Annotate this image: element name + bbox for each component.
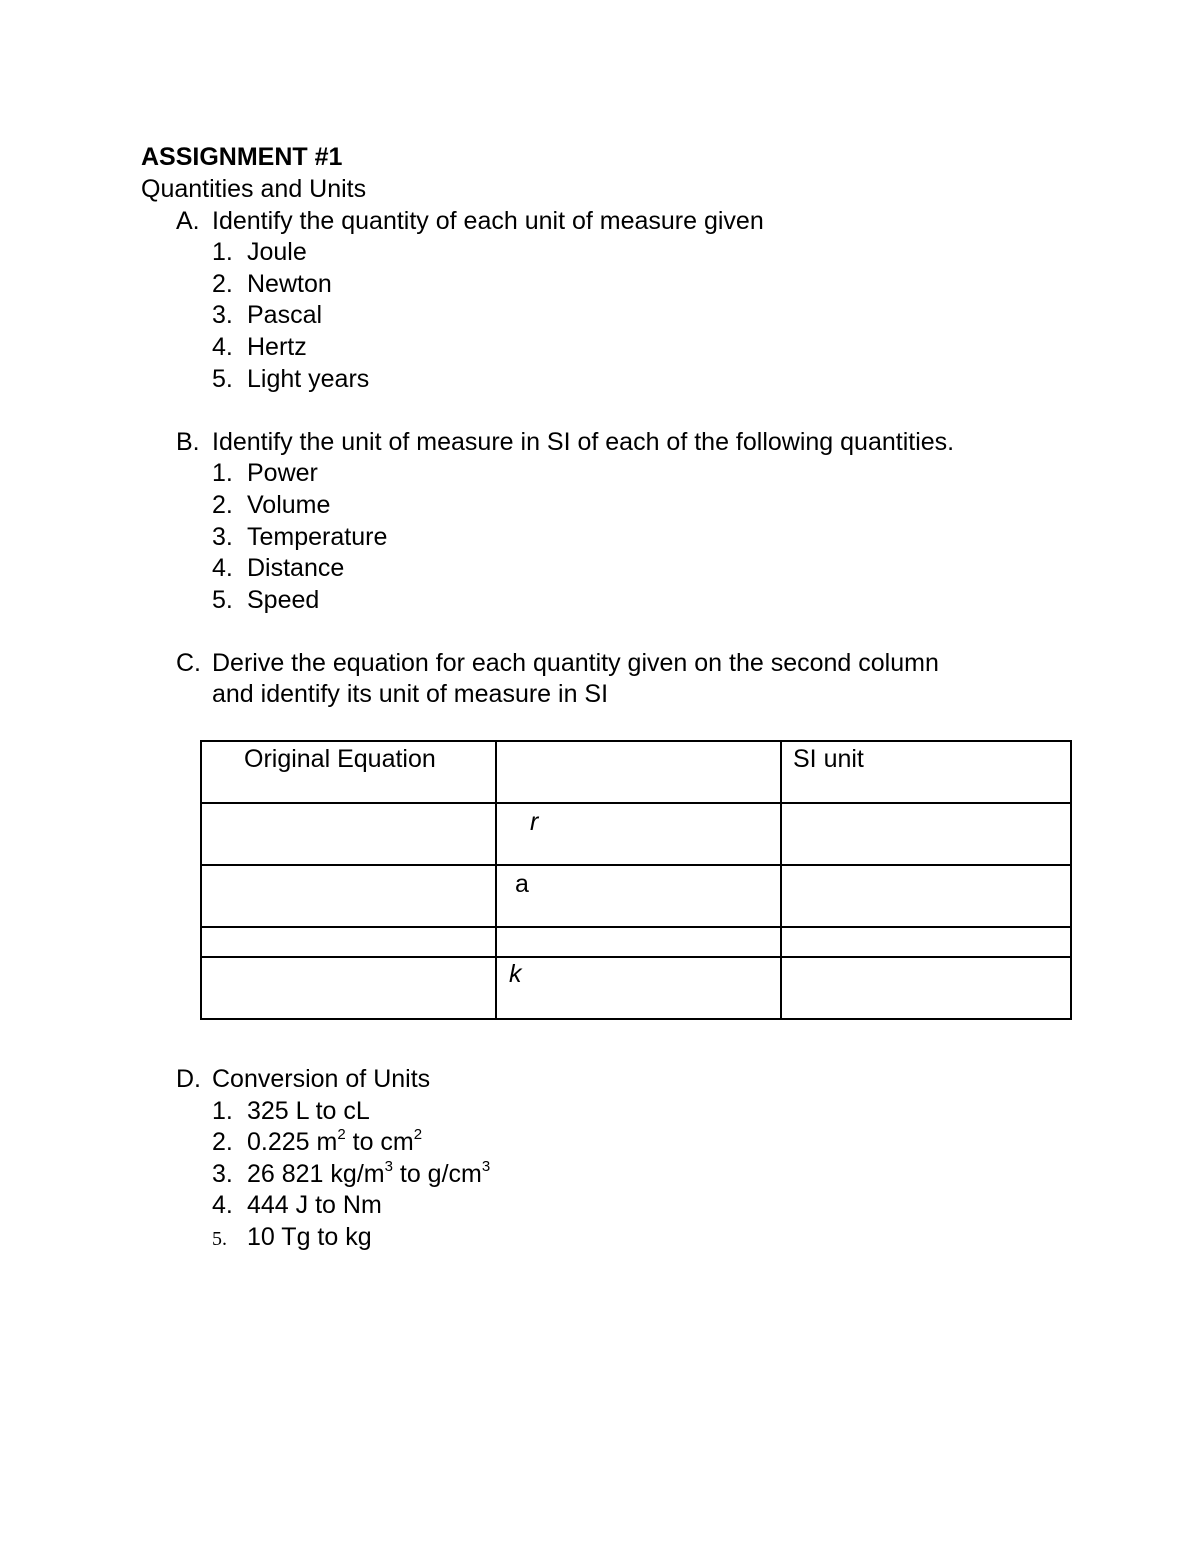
table-cell[interactable]	[201, 957, 496, 1019]
list-item: Volume	[247, 491, 331, 519]
table-header-cell	[201, 741, 496, 803]
list-item: Temperature	[247, 523, 388, 551]
section-d-text: Conversion of Units	[212, 1065, 431, 1093]
header-si-unit: SI unit	[793, 745, 864, 773]
quantity-symbol: a	[515, 870, 529, 898]
section-a-text: Identify the quantity of each unit of measure given	[212, 207, 764, 235]
table-cell[interactable]	[201, 865, 496, 927]
list-item: Light years	[247, 365, 370, 393]
table-cell[interactable]	[781, 957, 1071, 1019]
equation-table	[200, 740, 1072, 1020]
section-b-text: Identify the unit of measure in SI of each of the following quantities.	[212, 428, 955, 456]
list-item-number: 4.	[212, 1191, 233, 1219]
list-item-number: 5.	[212, 365, 233, 393]
section-c-text-line1: Derive the equation for each quantity given on the second column	[212, 649, 939, 677]
list-item: Joule	[247, 238, 307, 266]
header-original-equation: Original Equation	[244, 745, 436, 773]
list-item-number: 3.	[212, 301, 233, 329]
table-header-row	[201, 741, 1071, 803]
table-cell[interactable]	[201, 803, 496, 865]
table-row	[201, 957, 1071, 1019]
list-item: Pascal	[247, 301, 323, 329]
section-c-text-line2: and identify its unit of measure in SI	[212, 680, 609, 708]
list-item: 26 821 $kg/m^3$ to $g/cm^3$	[247, 1158, 491, 1188]
table-row	[201, 927, 1071, 957]
list-item-number: 1.	[212, 459, 233, 487]
table-cell[interactable]	[496, 803, 781, 865]
list-item: 325 L to cL	[247, 1097, 370, 1125]
section-b-letter: B.	[176, 428, 200, 456]
section-d-letter: D.	[176, 1065, 201, 1093]
list-item-number: 4.	[212, 554, 233, 582]
assignment-title: ASSIGNMENT #1	[141, 143, 343, 171]
list-item: Newton	[247, 270, 332, 298]
list-item: 0.225 $m^2$ to $cm^2$	[247, 1126, 423, 1156]
list-item-number: 2.	[212, 491, 233, 519]
table-cell[interactable]	[781, 927, 1071, 957]
section-a-letter: A.	[176, 207, 200, 235]
list-item-number: 3.	[212, 523, 233, 551]
quantity-symbol: r	[530, 808, 539, 836]
list-item-number: 2.	[212, 270, 233, 298]
list-item: 10 Tg to kg	[247, 1223, 372, 1251]
list-item: Distance	[247, 554, 345, 582]
table-header-cell	[496, 741, 781, 803]
list-item: Speed	[247, 586, 320, 614]
list-item-number: 1.	[212, 1097, 233, 1125]
table-cell[interactable]	[781, 865, 1071, 927]
list-item-number: 4.	[212, 333, 233, 361]
list-item-number: 2.	[212, 1128, 233, 1156]
list-item-number: 5.	[212, 586, 233, 614]
table-cell[interactable]	[496, 927, 781, 957]
table-row	[201, 803, 1071, 865]
table-cell[interactable]	[496, 865, 781, 927]
list-item: Power	[247, 459, 318, 487]
table-cell[interactable]	[781, 803, 1071, 865]
table-header-cell	[781, 741, 1071, 803]
table-cell[interactable]	[201, 927, 496, 957]
list-item-number: 3.	[212, 1160, 233, 1188]
assignment-subtitle: Quantities and Units	[141, 175, 367, 203]
list-item: Hertz	[247, 333, 307, 361]
list-item-number: 1.	[212, 238, 233, 266]
list-item: 444 J to Nm	[247, 1191, 382, 1219]
list-item-number: 5.	[212, 1228, 227, 1250]
table-cell[interactable]	[496, 957, 781, 1019]
quantity-symbol: k	[509, 960, 522, 988]
table-row	[201, 865, 1071, 927]
section-c-letter: C.	[176, 649, 201, 677]
